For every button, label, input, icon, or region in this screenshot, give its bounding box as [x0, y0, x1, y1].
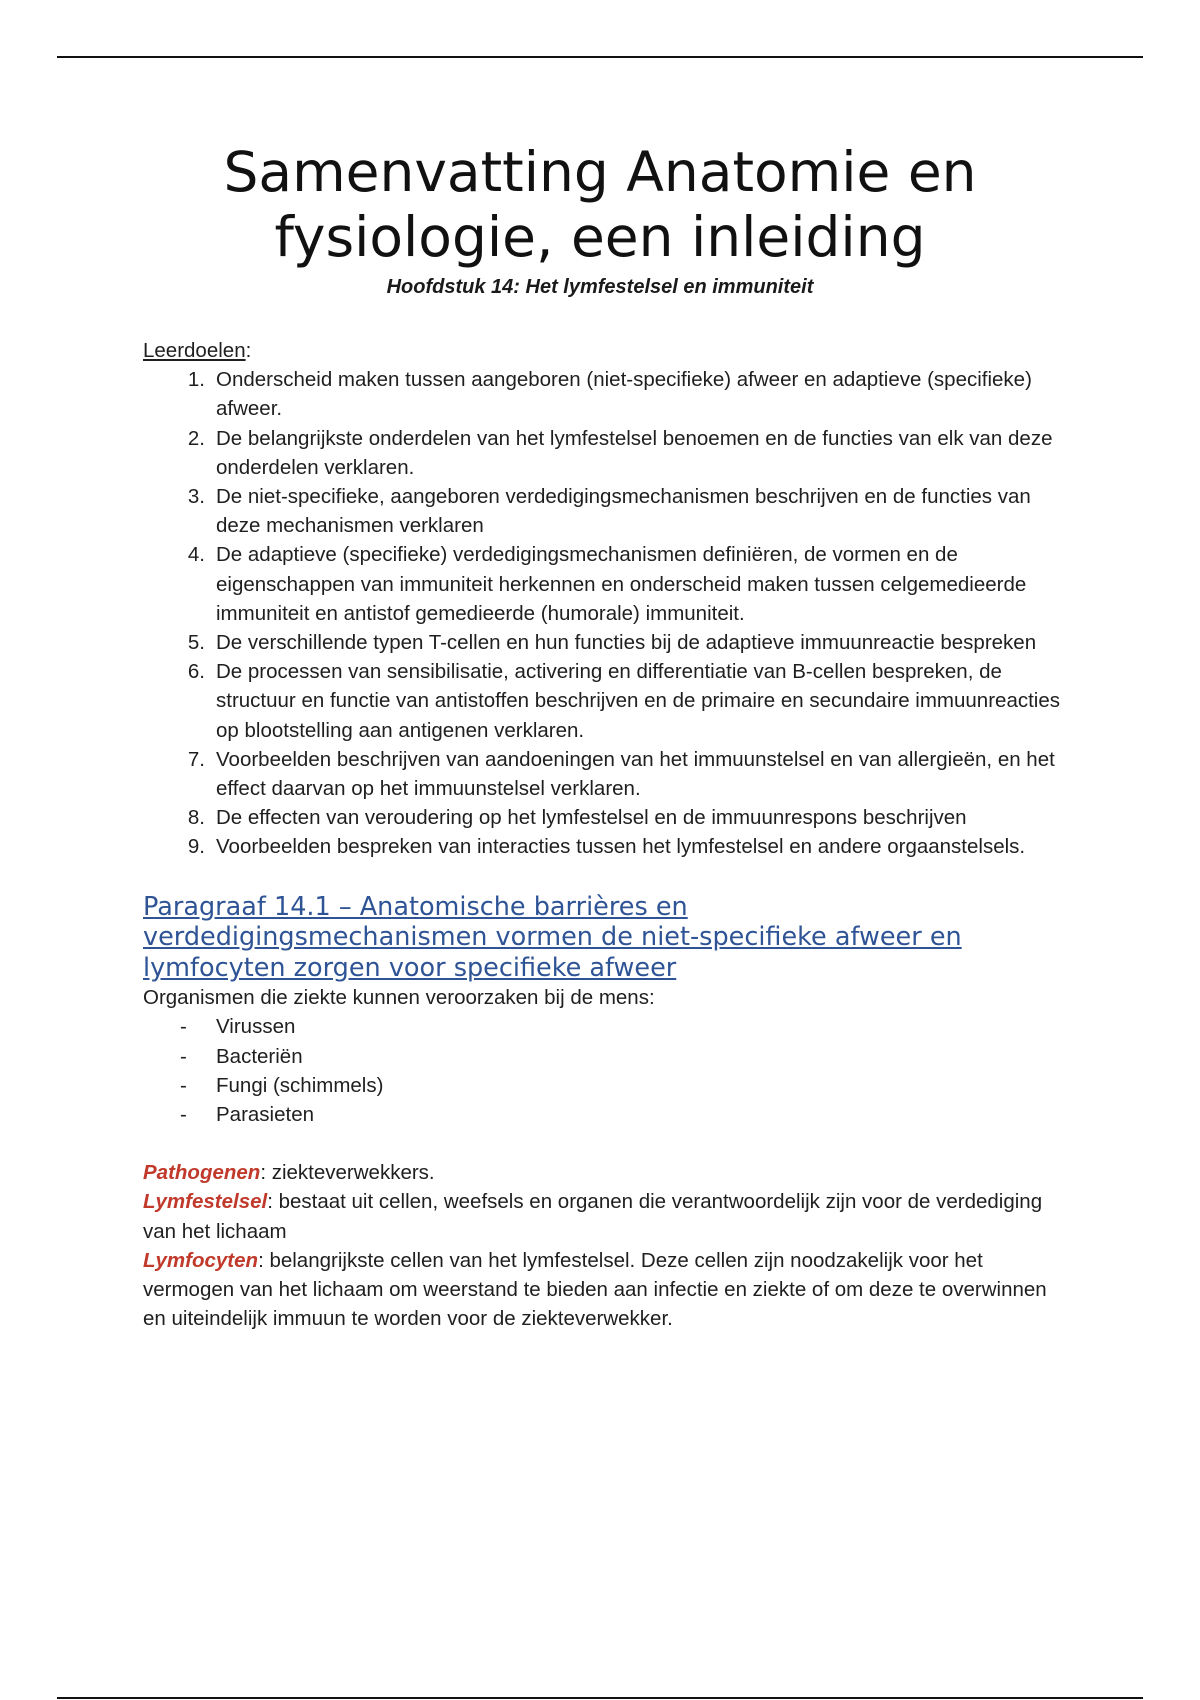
dash-bullet: - — [180, 1015, 187, 1039]
learning-goal-item — [143, 745, 1073, 803]
bottom-rule — [57, 1697, 1143, 1699]
definition-term: Pathogenen — [143, 1161, 261, 1185]
dash-bullet: - — [180, 1073, 187, 1097]
definition-lymfocyten — [143, 1246, 1073, 1334]
organism-item — [143, 1042, 1073, 1071]
learning-goal-item — [143, 628, 1073, 657]
learning-goal-number: 4. — [187, 543, 205, 567]
organism-text: Parasieten — [216, 1102, 315, 1126]
learning-goal-item — [143, 803, 1073, 832]
learning-goal-text: Onderscheid maken tussen aangeboren (niet-specifieke) afweer en adaptieve (specifieke) afweer. — [216, 368, 1032, 421]
learning-goal-number: 3. — [187, 485, 205, 509]
learning-goals-label-text: Leerdoelen — [143, 339, 246, 362]
definition-term: Lymfocyten — [143, 1248, 259, 1272]
definition-lymfestelsel — [143, 1187, 1073, 1245]
learning-goal-number: 5. — [187, 631, 205, 655]
learning-goal-text: Voorbeelden bespreken van interacties tussen het lymfestelsel en andere orgaanstelsels. — [216, 835, 1026, 859]
organism-text: Fungi (schimmels) — [216, 1073, 384, 1097]
learning-goal-text: De verschillende typen T-cellen en hun functies bij de adaptieve immuunreactie bespreken — [216, 631, 1037, 655]
learning-goal-number: 8. — [187, 806, 205, 830]
definition-term: Lymfestelsel — [143, 1190, 268, 1214]
learning-goal-item — [143, 424, 1073, 482]
organisms-list — [143, 1012, 1073, 1129]
learning-goal-item — [143, 540, 1073, 628]
learning-goal-text: De belangrijkste onderdelen van het lymfestelsel benoemen en de functies van elk van deze onderdelen verklaren. — [216, 426, 1053, 479]
organism-item — [143, 1012, 1073, 1041]
definition-text: : bestaat uit cellen, weefsels en organen die verantwoordelijk zijn voor de verdediging van het lichaam — [143, 1190, 1043, 1243]
definition-text: : ziekteverwekkers. — [260, 1161, 435, 1185]
learning-goals-list — [143, 365, 1073, 861]
learning-goal-number: 6. — [187, 660, 205, 684]
section-heading-link[interactable]: Paragraaf 14.1 – Anatomische barrières en verdedigingsmechanismen vormen de niet-specifieke afweer en lymfocyten zorgen voor specifieke afweer — [143, 891, 962, 983]
document-title — [100, 140, 1100, 270]
learning-goal-item — [143, 365, 1073, 423]
learning-goal-number: 2. — [187, 426, 205, 450]
organisms-intro: Organismen die ziekte kunnen veroorzaken bij de mens: — [143, 986, 655, 1010]
learning-goal-text: De processen van sensibilisatie, activering en differentiatie van B-cellen bespreken, de structuur en functie van antistoffen beschrijven en de primaire en secundaire immuunreacties op blootstelling aan antigenen verklaren. — [216, 660, 1060, 742]
title-line-2: fysiologie, een inleiding — [274, 205, 926, 269]
learning-goal-item — [143, 657, 1073, 745]
definition-pathogenen — [143, 1158, 1073, 1187]
learning-goal-number: 9. — [187, 835, 205, 859]
learning-goal-number: 7. — [187, 747, 205, 771]
learning-goal-text: Voorbeelden beschrijven van aandoeningen van het immuunstelsel en van allergieën, en het effect daarvan op het immuunstelsel verklaren. — [216, 747, 1055, 801]
dash-bullet: - — [180, 1044, 187, 1068]
learning-goal-text: De effecten van veroudering op het lymfestelsel en de immuunrespons beschrijven — [216, 806, 967, 830]
learning-goal-item — [143, 482, 1073, 540]
organism-item — [143, 1071, 1073, 1100]
learning-goal-text: De adaptieve (specifieke) verdedigingsmechanismen definiëren, de vormen en de eigenschappen van immuniteit herkennen en onderscheid maken tussen celgemedieerde immuniteit en antistof gemedieerde (humorale) immuniteit. — [216, 543, 1027, 625]
chapter-subtitle: Hoofdstuk 14: Het lymfestelsel en immuniteit — [386, 276, 814, 298]
document-body — [143, 336, 1073, 1333]
top-rule — [57, 56, 1143, 58]
title-line-1: Samenvatting Anatomie en — [223, 140, 977, 204]
organism-text: Virussen — [216, 1015, 296, 1039]
definitions — [143, 1158, 1073, 1333]
learning-goals-label — [143, 336, 1073, 365]
learning-goal-number: 1. — [187, 368, 205, 392]
dash-bullet: - — [180, 1102, 187, 1126]
learning-goal-text: De niet-specifieke, aangeboren verdedigingsmechanismen beschrijven en de functies van deze mechanismen verklaren — [216, 485, 1031, 538]
definition-text: : belangrijkste cellen van het lymfestelsel. Deze cellen zijn noodzakelijk voor het vermogen van het lichaam om weerstand te bieden aan infectie en ziekte of om deze te overwinnen en uiteindelijk immuun te worden voor de ziekteverwekker. — [143, 1248, 1047, 1331]
organism-item — [143, 1100, 1073, 1129]
learning-goal-item — [143, 832, 1073, 861]
organism-text: Bacteriën — [216, 1044, 303, 1068]
learning-goals-label-colon: : — [245, 339, 252, 362]
